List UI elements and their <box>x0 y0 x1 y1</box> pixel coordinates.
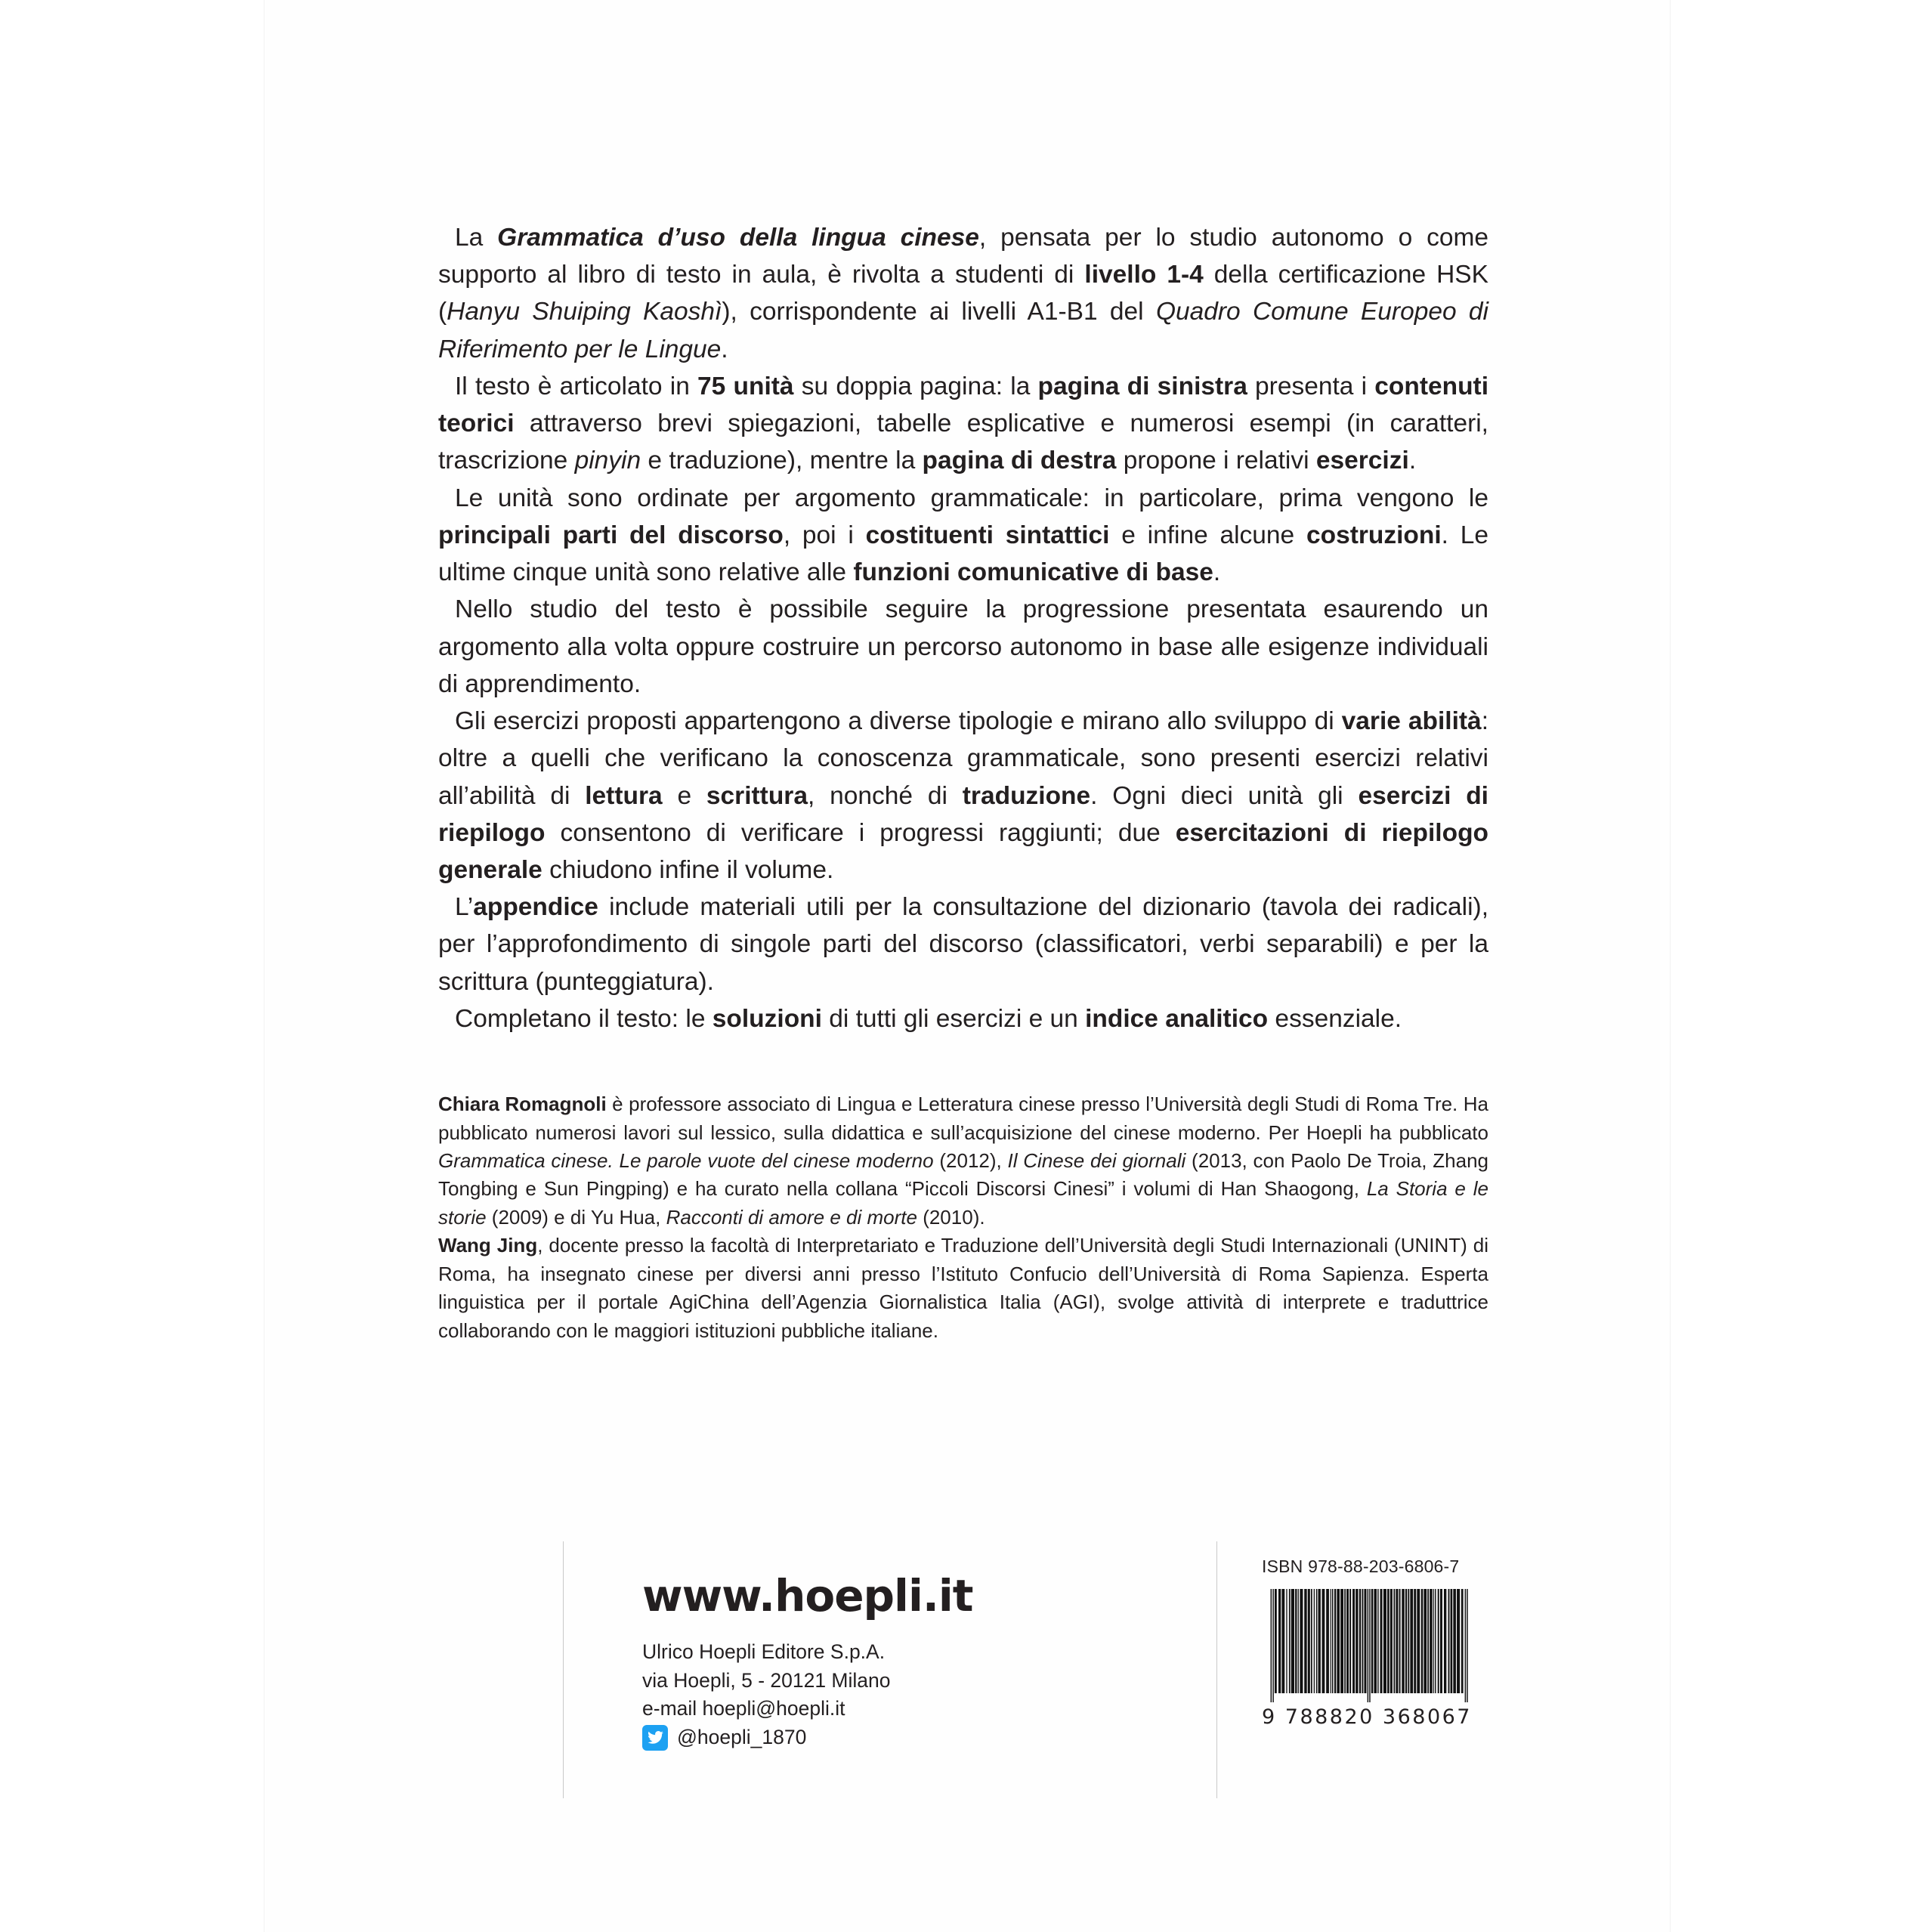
text-run: pagina di destra <box>922 447 1117 475</box>
text-run: contenuti teorici <box>438 372 1489 438</box>
publisher-block <box>642 1570 1171 1752</box>
text-run: (2013, con Paolo De Troia, Zhang Tongbing e Sun Pingping) e ha curato nella collana “Piccoli Discorsi Cinesi” i volumi di Han Shaogong, <box>438 1149 1489 1201</box>
paragraph <box>438 219 1488 368</box>
publisher-street: via Hoepli, 5 - 20121 Milano <box>642 1668 891 1692</box>
author-biographies <box>438 1090 1488 1345</box>
text-run: (2009) e di Yu Hua, <box>486 1205 666 1229</box>
text-run: Grammatica cinese. Le parole vuote del cinese moderno <box>438 1149 934 1173</box>
text-run: 75 unità <box>697 372 794 400</box>
text-run: chiudono infine il volume. <box>542 855 834 884</box>
paragraph <box>438 703 1488 889</box>
text-run: Le unità sono ordinate per argomento grammaticale: in particolare, prima vengono le <box>455 484 1488 512</box>
footer-divider-right <box>1216 1541 1217 1798</box>
text-run: . <box>1213 558 1221 587</box>
text-run: Hanyu Shuiping Kaoshì <box>447 298 722 326</box>
text-run: e infine alcune <box>1109 521 1306 549</box>
text-run: pinyin <box>574 447 641 475</box>
text-run: : oltre a quelli che verificano la conoscenza grammaticale, sono presenti esercizi relativi all’abilità di <box>438 707 1488 810</box>
text-run: scrittura <box>706 781 808 810</box>
cover-footer <box>438 1541 1488 1813</box>
footer-divider-left <box>563 1541 564 1798</box>
paragraph <box>438 368 1488 480</box>
publisher-email[interactable]: e-mail hoepli@hoepli.it <box>642 1697 845 1720</box>
paragraph <box>438 889 1488 1000</box>
text-run: ), corrispondente ai livelli A1-B1 del <box>722 298 1156 326</box>
text-run: La <box>455 224 498 252</box>
text-run: , nonché di <box>807 781 963 810</box>
cover-content <box>438 219 1488 1345</box>
publisher-name: Ulrico Hoepli Editore S.p.A. <box>642 1640 886 1663</box>
text-run: livello 1-4 <box>1084 261 1204 289</box>
text-run: esercizi <box>1315 447 1409 475</box>
text-run: è professore associato di Lingua e Letteratura cinese presso l’Università degli Studi di Roma Tre. Ha pubblicato numerosi lavori sul lessico, sulla didattica e sull’acquisizione del cinese moderno. Per Hoepli ha pubblicato <box>438 1093 1488 1144</box>
text-run: consentono di verificare i progressi raggiunti; due <box>545 818 1176 847</box>
text-run: . <box>721 335 728 363</box>
text-run: lettura <box>585 781 663 810</box>
text-run: varie abilità <box>1341 707 1482 736</box>
paragraph <box>438 480 1488 592</box>
publisher-address-block <box>642 1638 1171 1752</box>
text-run: esercitazioni di riepilogo generale <box>438 818 1488 884</box>
text-run: costruzioni <box>1306 521 1442 549</box>
back-cover-page <box>264 0 1670 1932</box>
text-run: Nello studio del testo è possibile seguire la progressione presentata esaurendo un argomento alla volta oppure costruire un percorso autonomo in base alle esigenze individuali di apprendimento. <box>438 595 1488 698</box>
paragraph <box>438 591 1488 703</box>
text-run: essenziale. <box>1268 1004 1402 1033</box>
text-run: Gli esercizi proposti appartengono a diverse tipologie e mirano allo sviluppo di <box>455 707 1342 736</box>
text-run: principali parti del discorso <box>438 521 784 549</box>
paragraph <box>438 1232 1488 1345</box>
text-run: di tutti gli esercizi e un <box>821 1004 1086 1033</box>
text-run: Racconti di amore e di morte <box>666 1205 917 1229</box>
text-run: e traduzione), mentre la <box>641 447 923 475</box>
text-run: , docente presso la facoltà di Interpretariato e Traduzione dell’Università degli Studi Internazionali (UNINT) di Roma, ha insegnato cinese per diversi anni presso l’Istituto Confucio dell’Università di Roma Sapienza. Esperta linguistica per il portale AgiChina dell’Agenzia Giornalistica Italia (AGI), svolge attività di interprete e traduttrice collaborando con le maggiori istituzioni pubbliche italiane. <box>438 1234 1488 1342</box>
text-run: traduzione <box>962 781 1091 810</box>
twitter-row[interactable] <box>642 1723 1171 1752</box>
barcode-image <box>1262 1589 1473 1702</box>
text-run: propone i relativi <box>1116 447 1316 475</box>
twitter-icon <box>642 1725 668 1751</box>
text-run: pagina di sinistra <box>1037 372 1247 400</box>
text-run: . Le ultime cinque unità sono relative alle <box>438 521 1488 587</box>
paragraph <box>438 1090 1488 1232</box>
text-run: presenta i <box>1247 372 1375 400</box>
book-description <box>438 219 1488 1037</box>
paragraph <box>438 1000 1488 1037</box>
text-run: funzioni comunicative di base <box>853 558 1213 587</box>
text-run: Il Cinese dei giornali <box>1007 1149 1186 1173</box>
text-run: (2012), <box>933 1149 1008 1173</box>
text-run: La Storia e le storie <box>438 1177 1488 1229</box>
text-run: appendice <box>473 893 598 922</box>
text-run: soluzioni <box>712 1004 822 1033</box>
text-run: costituenti sintattici <box>865 521 1110 549</box>
text-run: L’ <box>455 893 474 922</box>
text-run: Il testo è articolato in <box>455 372 698 400</box>
text-run: , pensata per lo studio autonomo o come supporto al libro di testo in aula, è rivolta a studenti di <box>438 224 1488 289</box>
isbn-block <box>1262 1556 1488 1729</box>
text-run: attraverso brevi spiegazioni, tabelle esplicative e numerosi esempi (in caratteri, trascrizione <box>438 410 1488 475</box>
text-run: indice analitico <box>1085 1004 1269 1033</box>
text-run: della certificazione HSK ( <box>438 261 1488 326</box>
text-run: Grammatica d’uso della lingua cinese <box>497 224 979 252</box>
publisher-website[interactable]: www.hoepli.it <box>642 1570 973 1621</box>
twitter-handle[interactable]: @hoepli_1870 <box>677 1725 807 1748</box>
text-run: . Ogni dieci unità gli <box>1090 781 1359 810</box>
text-run: include materiali utili per la consultazione del dizionario (tavola dei radicali), per l’approfondimento di singole parti del discorso (classificatori, verbi separabili) e per la scrittura (punteggiatura). <box>438 893 1488 996</box>
isbn-label: ISBN 978-88-203-6806-7 <box>1262 1556 1460 1576</box>
text-run: Wang Jing <box>438 1234 538 1257</box>
text-run: Completano il testo: le <box>455 1004 713 1033</box>
text-run: , poi i <box>783 521 866 549</box>
text-run: esercizi di riepilogo <box>438 781 1488 847</box>
text-run: Quadro Comune Europeo di Riferimento per le Lingue <box>438 298 1488 363</box>
text-run: su doppia pagina: la <box>793 372 1038 400</box>
text-run: . <box>1408 447 1417 475</box>
text-run: e <box>662 781 706 810</box>
text-run: (2010). <box>917 1205 985 1229</box>
text-run: Chiara Romagnoli <box>438 1093 607 1116</box>
barcode-digits: 9 788820 368067 <box>1262 1705 1472 1729</box>
